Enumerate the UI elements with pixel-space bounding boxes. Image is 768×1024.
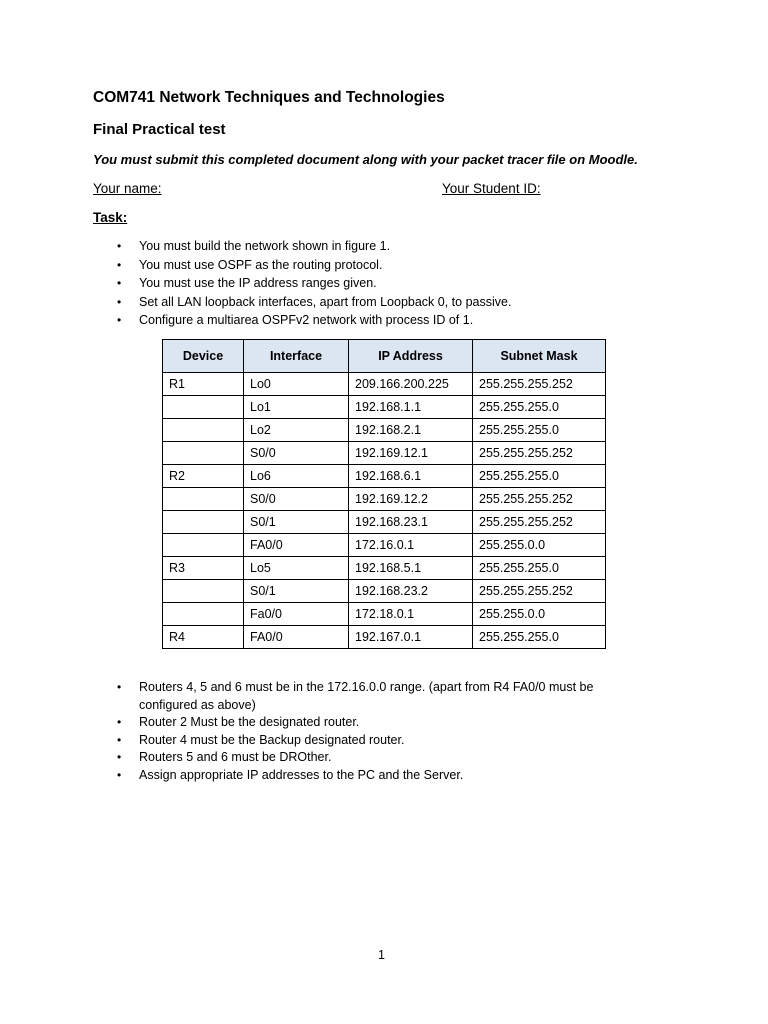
table-row: S0/1 192.168.23.1 255.255.255.252 (163, 511, 606, 534)
requirements-list (0, 679, 768, 784)
column-header-device: Device (163, 340, 244, 373)
bullet-icon: • (117, 257, 122, 272)
bullet-icon: • (117, 750, 122, 764)
list-item: • Routers 5 and 6 must be DROther. (0, 749, 629, 767)
page-number: 1 (378, 948, 385, 962)
table-row: FA0/0 172.16.0.1 255.255.0.0 (163, 534, 606, 557)
list-item: • Assign appropriate IP addresses to the PC and the Server. (0, 767, 629, 785)
table-row: Lo1 192.168.1.1 255.255.255.0 (163, 396, 606, 419)
list-item: • Routers 4, 5 and 6 must be in the 172.16.0.0 range. (apart from R4 FA0/0 must be configured as above) (117, 680, 594, 712)
bullet-icon: • (117, 276, 122, 290)
list-item: • Configure a multiarea OSPFv2 network with process ID of 1. (0, 311, 629, 330)
table-row: S0/0 192.169.12.1 255.255.255.252 (163, 442, 606, 465)
task-list (0, 237, 768, 330)
table-row: R2 Lo6 192.168.6.1 255.255.255.0 (163, 465, 606, 488)
document-title: COM741 Network Techniques and Technologies (93, 89, 445, 106)
bullet-icon: • (117, 313, 122, 327)
list-item: • You must use the IP address ranges given. (0, 274, 629, 293)
bullet-icon: • (117, 239, 122, 253)
table-header-row (163, 340, 606, 373)
ip-address-table (162, 339, 606, 649)
list-item: • Router 4 must be the Backup designated router. (0, 732, 629, 750)
bullet-icon: • (117, 294, 122, 309)
student-id-label: Your Student ID: (442, 181, 541, 196)
table-row: Lo2 192.168.2.1 255.255.255.0 (163, 419, 606, 442)
table-row: S0/0 192.169.12.2 255.255.255.252 (163, 488, 606, 511)
task-heading: Task: (93, 210, 128, 225)
bullet-icon: • (117, 715, 122, 729)
list-item: • Set all LAN loopback interfaces, apart from Loopback 0, to passive. (0, 293, 629, 312)
table-row: Fa0/0 172.18.0.1 255.255.0.0 (163, 603, 606, 626)
column-header-interface: Interface (244, 340, 349, 373)
column-header-ip-address: IP Address (349, 340, 473, 373)
bullet-icon: • (117, 680, 122, 694)
list-item: • Router 2 Must be the designated router. (0, 714, 629, 732)
table-row: R4 FA0/0 192.167.0.1 255.255.255.0 (163, 626, 606, 649)
bullet-icon: • (117, 732, 122, 747)
column-header-subnet-mask: Subnet Mask (473, 340, 606, 373)
bullet-icon: • (117, 767, 122, 782)
table-row: R1 Lo0 209.166.200.225 255.255.255.252 (163, 373, 606, 396)
submission-instruction: You must submit this completed document along with your packet tracer file on Moodle. (93, 152, 638, 167)
table-row: S0/1 192.168.23.2 255.255.255.252 (163, 580, 606, 603)
document-subtitle: Final Practical test (93, 121, 226, 138)
table-row: R3 Lo5 192.168.5.1 255.255.255.0 (163, 557, 606, 580)
list-item: • You must use OSPF as the routing protocol. (0, 256, 629, 275)
your-name-label: Your name: (93, 181, 162, 196)
list-item: • You must build the network shown in figure 1. (0, 237, 629, 256)
